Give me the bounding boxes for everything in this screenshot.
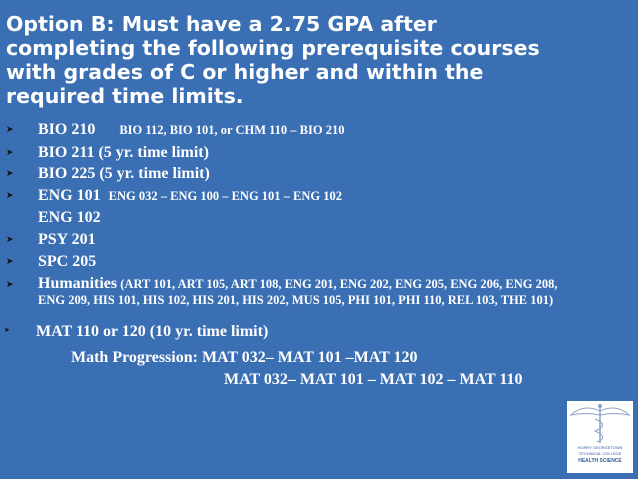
arrow-bullet-icon: ➤ — [6, 190, 14, 200]
arrow-bullet-icon: ➤ — [6, 168, 14, 178]
course-name: SPC 205 — [38, 253, 97, 270]
course-name: BIO 210 — [38, 121, 96, 138]
list-item — [38, 252, 96, 271]
college-logo — [567, 401, 633, 473]
arrow-bullet-icon: ➤ — [4, 326, 10, 334]
math-progression-line-1: Math Progression: MAT 032– MAT 101 –MAT 120 — [71, 349, 418, 366]
course-detail: BIO 112, BIO 101, or CHM 110 – BIO 210 — [119, 123, 345, 137]
arrow-bullet-icon: ➤ — [6, 256, 14, 266]
list-item — [38, 208, 101, 227]
course-name: BIO 211 (5 yr. time limit) — [38, 144, 209, 161]
arrow-bullet-icon: ➤ — [6, 234, 14, 244]
logo-line-2: TECHNICAL COLLEGE — [578, 451, 622, 456]
course-name: MAT 110 or 120 (10 yr. time limit) — [36, 323, 269, 340]
logo-line-1: HORRY GEORGETOWN — [577, 445, 623, 450]
list-item — [38, 186, 342, 205]
course-name: PSY 201 — [38, 231, 96, 248]
slide-title: Option B: Must have a 2.75 GPA after completing the following prerequisite courses with grades of C or higher and within the required time limits. — [6, 12, 540, 108]
logo-line-3: HEALTH SCIENCE — [578, 458, 622, 464]
course-name: BIO 225 (5 yr. time limit) — [38, 165, 210, 182]
course-name: ENG 102 — [38, 209, 101, 226]
arrow-bullet-icon: ➤ — [6, 279, 14, 289]
arrow-bullet-icon: ➤ — [6, 147, 14, 157]
list-item — [38, 164, 210, 183]
course-detail: ENG 032 – ENG 100 – ENG 101 – ENG 102 — [108, 189, 343, 203]
list-item — [38, 120, 344, 139]
course-name: Humanities — [38, 275, 118, 292]
caduceus-icon — [567, 401, 633, 445]
list-item — [38, 274, 558, 307]
arrow-bullet-icon: ➤ — [6, 124, 14, 134]
list-item — [38, 230, 96, 249]
course-name: ENG 101 — [38, 187, 101, 204]
math-progression-line-2: MAT 032– MAT 101 – MAT 102 – MAT 110 — [224, 371, 523, 388]
list-item — [36, 322, 268, 341]
course-detail: (ART 101, ART 105, ART 108, ENG 201, ENG 202, ENG 205, ENG 206, ENG 208, ENG 209, HIS 101, HIS 102, HIS 201, HIS 202, MUS 105, PHI 101, PHI 110, REL 103, THE 101) — [38, 277, 558, 307]
list-item — [38, 143, 209, 162]
